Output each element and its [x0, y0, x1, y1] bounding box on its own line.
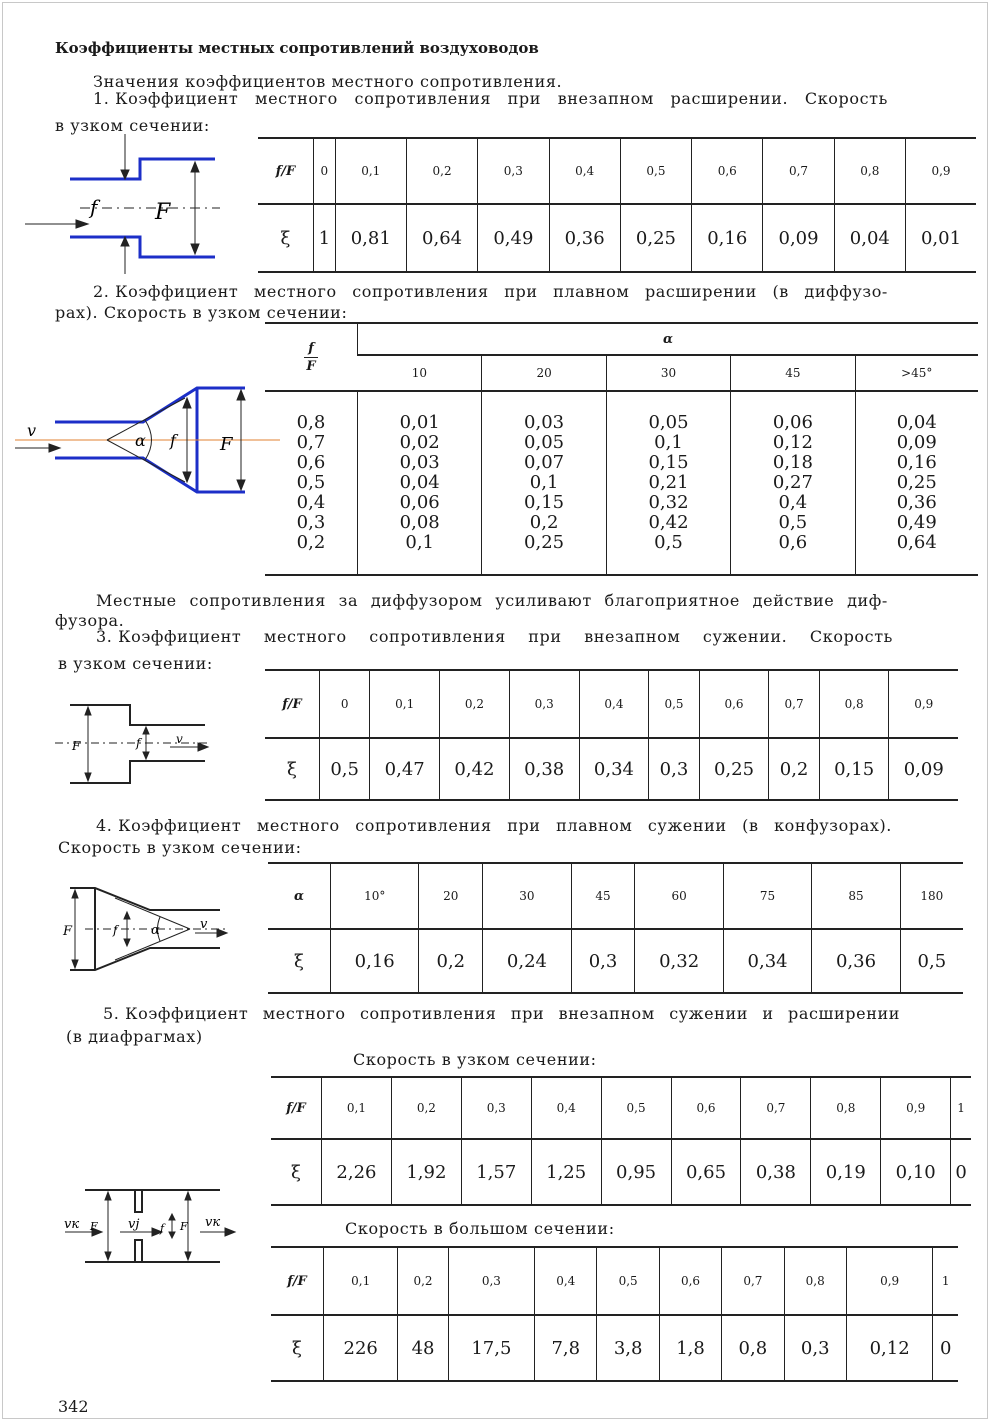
svg-text:f: f [160, 1222, 165, 1235]
s5-subheading-narrow: Скорость в узком сечении: [353, 1050, 597, 1069]
s3-sudden-contraction-diagram [50, 695, 210, 795]
s2-col-10: 0,01 0,02 0,03 0,04 0,06 0,08 0,1 [358, 391, 482, 575]
svg-text:F: F [220, 434, 233, 455]
svg-text:F: F [155, 200, 171, 225]
svg-text:vк: vк [205, 1215, 221, 1230]
s2-col-gt45: 0,04 0,09 0,16 0,25 0,36 0,49 0,64 [855, 391, 978, 575]
s3-heading-line2: в узком сечении: [58, 654, 213, 673]
svg-text:f: f [90, 195, 98, 219]
svg-text:v: v [27, 421, 37, 440]
svg-text:vj: vj [128, 1217, 140, 1232]
s1-table: f/F 0 0,1 0,2 0,3 0,4 0,5 0,6 0,7 0,8 0,9 ξ 1 0,81 0,64 0,49 0,36 0,25 0,16 0,09 0,04 0,01 [258, 137, 976, 273]
svg-text:F: F [63, 924, 73, 939]
s5-heading-line2: (в диафрагмах) [66, 1027, 203, 1046]
s3-heading-line1: 3. Коэффициент местного сопротивления при внезапном сужении. Скорость [96, 627, 893, 646]
svg-text:v: v [200, 917, 208, 932]
s5-table-large: f/F 0,1 0,2 0,3 0,4 0,5 0,6 0,7 0,8 0,9 1 ξ 226 48 17,5 7,8 3,8 1,8 0,8 0,3 0,12 0 [271, 1246, 958, 1382]
s4-heading-line1: 4. Коэффициент местного сопротивления при плавном сужении (в конфузорах). [96, 816, 892, 835]
s2-heading-line1: 2. Коэффициент местного сопротивления при плавном расширении (в диффузо- [93, 282, 888, 301]
s5-subheading-large: Скорость в большом сечении: [345, 1219, 615, 1238]
s2-f-over-F: f F [265, 323, 358, 391]
s2-diffuser-diagram [15, 380, 280, 500]
s2-fF-column: 0,8 0,7 0,6 0,5 0,4 0,3 0,2 [265, 391, 358, 575]
svg-text:α: α [151, 923, 160, 938]
s5-diaphragm-diagram [60, 1180, 240, 1270]
svg-text:F: F [72, 739, 81, 753]
s2-table: f F α 10 20 30 45 >45° 0,8 0,7 0,6 0,5 0,4 0,3 0,2 0,01 0,02 0,03 0,04 0,06 0,08 0,1 0,03 0,05 0,07 0,1 0,15 0,2 0,25 0,05 0,1 0,15 0,21 0,32 0,42 0,5 0,06 0,12 0,18 0,27 0,4 0,5 0,6 0,04 0,09 0,16 0,25 0,36 0,49 0,64 [265, 322, 978, 576]
intro-text: Значения коэффициентов местного сопротивления. [93, 72, 563, 91]
s4-confuser-diagram [55, 880, 235, 980]
s1-heading-line2: в узком сечении: [55, 116, 210, 135]
s5-table-narrow: f/F 0,1 0,2 0,3 0,4 0,5 0,6 0,7 0,8 0,9 1 ξ 2,26 1,92 1,57 1,25 0,95 0,65 0,38 0,19 0,10 0 [271, 1076, 971, 1206]
svg-text:F: F [180, 1220, 188, 1233]
note-line1: Местные сопротивления за диффузором усиливают благоприятное действие диф- [96, 591, 888, 610]
page-title: Коэффициенты местных сопротивлений воздуховодов [55, 39, 539, 57]
svg-text:vк: vк [64, 1217, 80, 1232]
page-number: 342 [58, 1397, 89, 1416]
s3-table: f/F 0 0,1 0,2 0,3 0,4 0,5 0,6 0,7 0,8 0,9 ξ 0,5 0,47 0,42 0,38 0,34 0,3 0,25 0,2 0,15 0,09 [265, 669, 958, 801]
svg-text:f: f [136, 736, 141, 750]
s2-col-45: 0,06 0,12 0,18 0,27 0,4 0,5 0,6 [731, 391, 855, 575]
svg-text:F: F [90, 1220, 98, 1233]
s2-heading-line2: рах). Скорость в узком сечении: [55, 303, 348, 322]
s2-col-30: 0,05 0,1 0,15 0,21 0,32 0,42 0,5 [606, 391, 730, 575]
s5-heading-line1: 5. Коэффициент местного сопротивления при внезапном сужении и расширении [103, 1004, 900, 1023]
svg-text:f: f [113, 923, 118, 937]
svg-text:v: v [176, 732, 183, 746]
s1-heading-line1: 1. Коэффициент местного сопротивления при внезапном расширении. Скорость [93, 89, 888, 108]
svg-text:α: α [135, 431, 146, 450]
s2-col-20: 0,03 0,05 0,07 0,1 0,15 0,2 0,25 [482, 391, 606, 575]
s4-heading-line2: Скорость в узком сечении: [58, 838, 302, 857]
s4-table: α 10° 20 30 45 60 75 85 180 ξ 0,16 0,2 0,24 0,3 0,32 0,34 0,36 0,5 [268, 862, 963, 994]
svg-text:f: f [170, 431, 176, 450]
s1-sudden-expansion-diagram [20, 134, 240, 274]
note-line2: фузора. [55, 611, 125, 630]
